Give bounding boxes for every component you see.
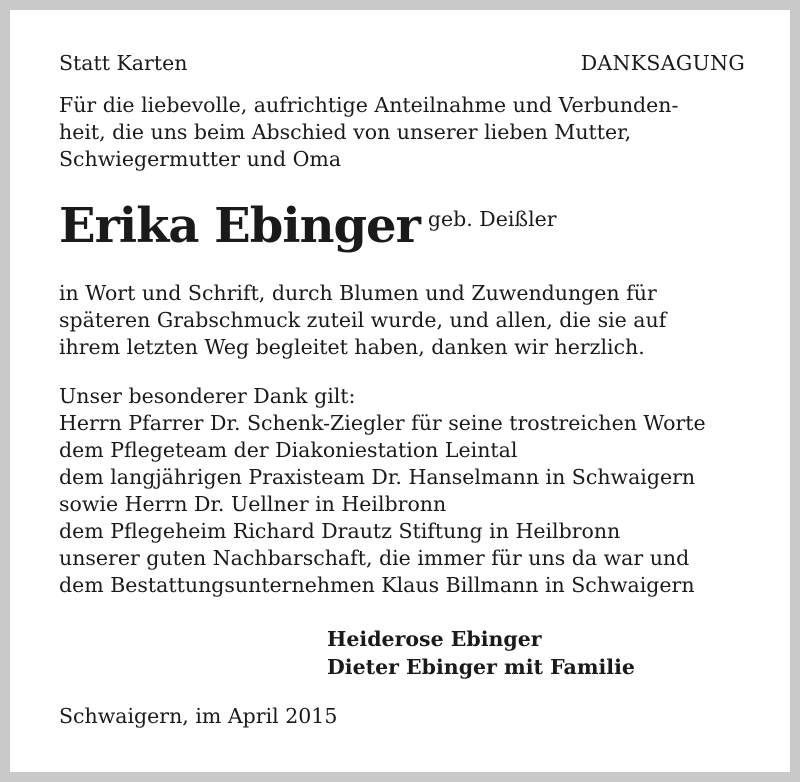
obituary-card	[10, 10, 790, 772]
signers	[327, 625, 635, 681]
thanks-line: Unser besonderer Dank gilt:	[59, 384, 356, 408]
body-line: ihrem letzten Weg begleitet haben, danken wir herzlich.	[59, 335, 645, 359]
special-thanks	[59, 383, 706, 599]
intro-line: heit, die uns beim Abschied von unserer lieben Mutter,	[59, 120, 632, 144]
intro-line: Schwiegermutter und Oma	[59, 147, 342, 171]
intro-line: Für die liebevolle, aufrichtige Anteilnahme und Verbunden-	[59, 93, 679, 117]
signer-name: Dieter Ebinger mit Familie	[327, 655, 635, 679]
body-line: späteren Grabschmuck zuteil wurde, und allen, die sie auf	[59, 308, 667, 332]
header-statt-karten: Statt Karten	[59, 51, 188, 75]
thanks-line: unserer guten Nachbarschaft, die immer für uns da war und	[59, 546, 690, 570]
thanks-line: dem Bestattungsunternehmen Klaus Billmann in Schwaigern	[59, 573, 695, 597]
thanks-line: sowie Herrn Dr. Uellner in Heilbronn	[59, 492, 447, 516]
intro-text	[59, 92, 678, 173]
signer-name: Heiderose Ebinger	[327, 627, 542, 651]
thanks-line: dem Pflegeheim Richard Drautz Stiftung in Heilbronn	[59, 519, 621, 543]
header-danksagung: DANKSAGUNG	[580, 51, 745, 75]
body-text	[59, 280, 666, 361]
deceased-name-row	[59, 196, 557, 256]
thanks-line: dem langjährigen Praxisteam Dr. Hanselmann in Schwaigern	[59, 465, 696, 489]
deceased-birth-name: geb. Deißler	[427, 207, 557, 231]
thanks-line: Herrn Pfarrer Dr. Schenk-Ziegler für seine trostreichen Worte	[59, 411, 706, 435]
thanks-line: dem Pflegeteam der Diakoniestation Leintal	[59, 438, 518, 462]
place-date: Schwaigern, im April 2015	[59, 704, 338, 728]
body-line: in Wort und Schrift, durch Blumen und Zuwendungen für	[59, 281, 657, 305]
deceased-name: Erika Ebinger	[59, 198, 420, 254]
